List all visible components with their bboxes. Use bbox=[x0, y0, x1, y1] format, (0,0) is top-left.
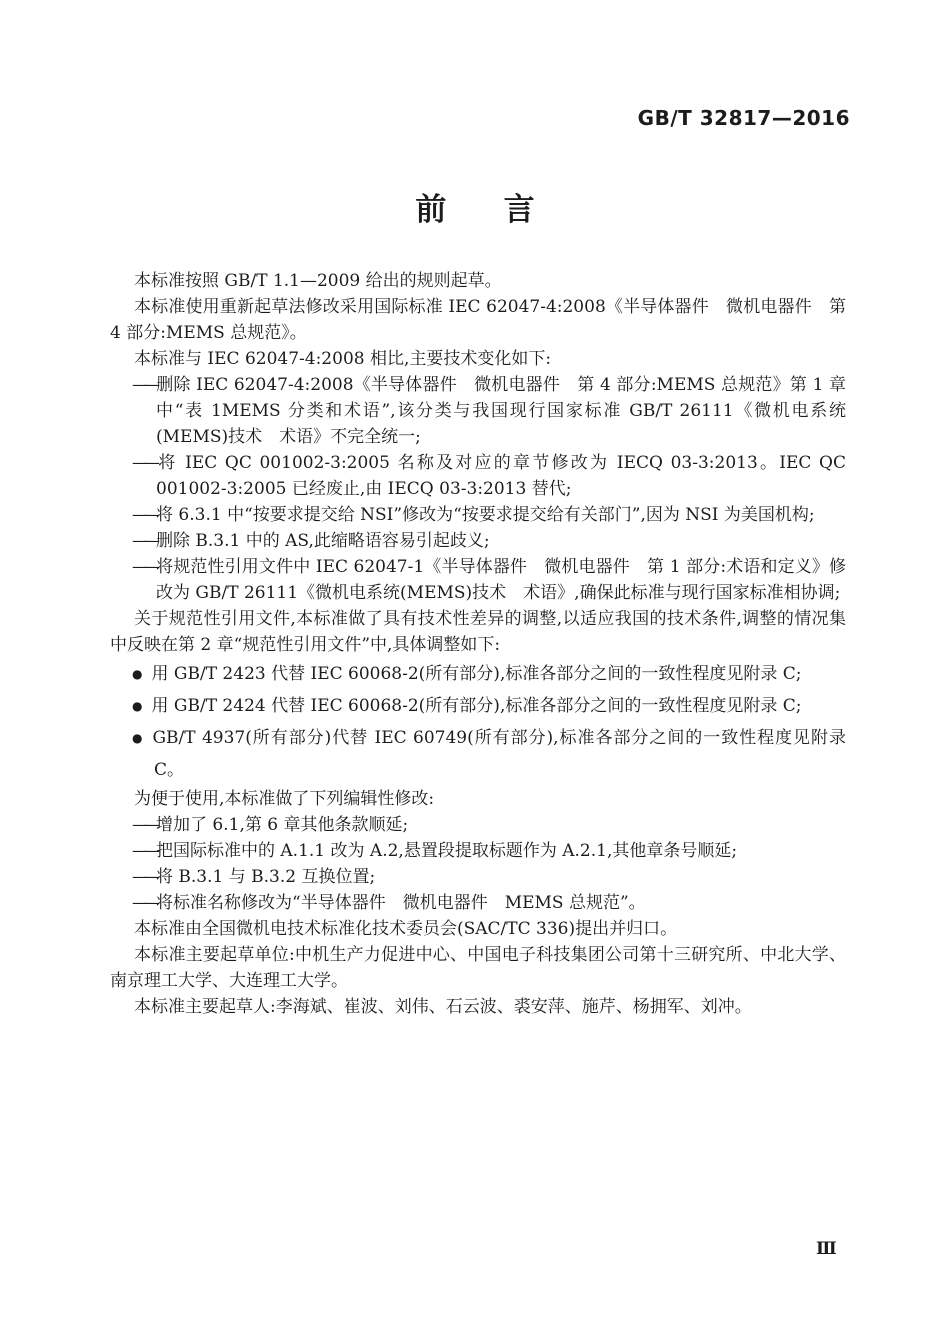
list-item-text: 将 IEC QC 001002-3:2005 名称及对应的章节修改为 IECQ 03-3:2013。IEC QC 001002-3:2005 已经废止,由 IECQ 03-3:2013 替代; bbox=[156, 453, 846, 499]
foreword-paragraph bbox=[110, 942, 846, 994]
dash-marker: —— bbox=[132, 841, 154, 861]
paragraph-text: 本标准按照 GB/T 1.1—2009 给出的规则起草。 bbox=[134, 271, 502, 291]
foreword-paragraph bbox=[110, 268, 846, 294]
paragraph-text: 为便于使用,本标准做了下列编辑性修改: bbox=[134, 789, 435, 809]
bullet-icon: ● bbox=[132, 731, 144, 745]
foreword-paragraph bbox=[110, 294, 846, 346]
list-item-text: 将标准名称修改为“半导体器件 微机电器件 MEMS 总规范”。 bbox=[156, 893, 646, 913]
paragraph-text: 本标准与 IEC 62047-4:2008 相比,主要技术变化如下: bbox=[134, 349, 552, 369]
paragraph-text: 本标准主要起草人:李海斌、崔波、刘伟、石云波、裘安萍、施芹、杨拥军、刘冲。 bbox=[134, 997, 752, 1017]
bullet-icon: ● bbox=[132, 667, 143, 681]
dash-marker: —— bbox=[132, 505, 154, 525]
dash-marker: —— bbox=[132, 815, 154, 835]
list-item-text: GB/T 4937(所有部分)代替 IEC 60749(所有部分),标准各部分之间的一致性程度见附录 C。 bbox=[152, 728, 846, 780]
foreword-paragraph bbox=[110, 606, 846, 658]
page-number: Ⅲ bbox=[816, 1239, 837, 1259]
editorial-list-item bbox=[110, 838, 846, 864]
list-item-text: 删除 IEC 62047-4:2008《半导体器件 微机电器件 第 4 部分:MEMS 总规范》第 1 章中“表 1MEMS 分类和术语”,该分类与我国现行国家标准 GB/T 26111《微机电系统(MEMS)技术 术语》不完全统一; bbox=[156, 375, 846, 447]
list-item-text: 用 GB/T 2423 代替 IEC 60068-2(所有部分),标准各部分之间的一致性程度见附录 C; bbox=[151, 664, 802, 684]
bullet-icon: ● bbox=[132, 699, 143, 713]
standard-number: GB/T 32817—2016 bbox=[637, 106, 850, 130]
list-item-text: 用 GB/T 2424 代替 IEC 60068-2(所有部分),标准各部分之间的一致性程度见附录 C; bbox=[151, 696, 802, 716]
dash-marker: —— bbox=[132, 453, 154, 473]
paragraph-text: 本标准由全国微机电技术标准化技术委员会(SAC/TC 336)提出并归口。 bbox=[134, 919, 678, 939]
change-list-item bbox=[110, 554, 846, 606]
editorial-list-item bbox=[110, 864, 846, 890]
editorial-list-item bbox=[110, 890, 846, 916]
foreword-paragraph bbox=[110, 916, 846, 942]
change-list-item bbox=[110, 528, 846, 554]
list-item-text: 将 B.3.1 与 B.3.2 互换位置; bbox=[156, 867, 376, 887]
list-item-text: 删除 B.3.1 中的 AS,此缩略语容易引起歧义; bbox=[156, 531, 490, 551]
dash-marker: —— bbox=[132, 867, 154, 887]
list-item-text: 把国际标准中的 A.1.1 改为 A.2,悬置段提取标题作为 A.2.1,其他章条号顺延; bbox=[156, 841, 738, 861]
change-list-item bbox=[110, 502, 846, 528]
list-item-text: 增加了 6.1,第 6 章其他条款顺延; bbox=[156, 815, 409, 835]
foreword-title: 前言 bbox=[415, 192, 593, 228]
change-list-item bbox=[110, 450, 846, 502]
dash-marker: —— bbox=[132, 893, 154, 913]
list-item-text: 将 6.3.1 中“按要求提交给 NSI”修改为“按要求提交给有关部门”,因为 NSI 为美国机构; bbox=[156, 505, 815, 525]
list-item-text: 将规范性引用文件中 IEC 62047-1《半导体器件 微机电器件 第 1 部分:术语和定义》修改为 GB/T 26111《微机电系统(MEMS)技术 术语》,确保此标准与现行国家标准相协调; bbox=[156, 557, 846, 603]
paragraph-text: 本标准使用重新起草法修改采用国际标准 IEC 62047-4:2008《半导体器件 微机电器件 第 4 部分:MEMS 总规范》。 bbox=[110, 297, 846, 343]
change-list-item bbox=[110, 372, 846, 450]
dash-marker: —— bbox=[132, 375, 154, 395]
editorial-list-item bbox=[110, 812, 846, 838]
foreword-body bbox=[110, 268, 846, 1020]
foreword-paragraph bbox=[110, 994, 846, 1020]
paragraph-text: 关于规范性引用文件,本标准做了具有技术性差异的调整,以适应我国的技术条件,调整的情况集中反映在第 2 章“规范性引用文件”中,具体调整如下: bbox=[110, 609, 846, 655]
dash-marker: —— bbox=[132, 557, 154, 577]
paragraph-text: 本标准主要起草单位:中机生产力促进中心、中国电子科技集团公司第十三研究所、中北大学、南京理工大学、大连理工大学。 bbox=[110, 945, 846, 991]
adjustment-list-item bbox=[110, 690, 846, 722]
dash-marker: —— bbox=[132, 531, 154, 551]
foreword-paragraph bbox=[110, 346, 846, 372]
adjustment-list-item bbox=[110, 658, 846, 690]
adjustment-list-item bbox=[110, 722, 846, 786]
foreword-paragraph bbox=[110, 786, 846, 812]
